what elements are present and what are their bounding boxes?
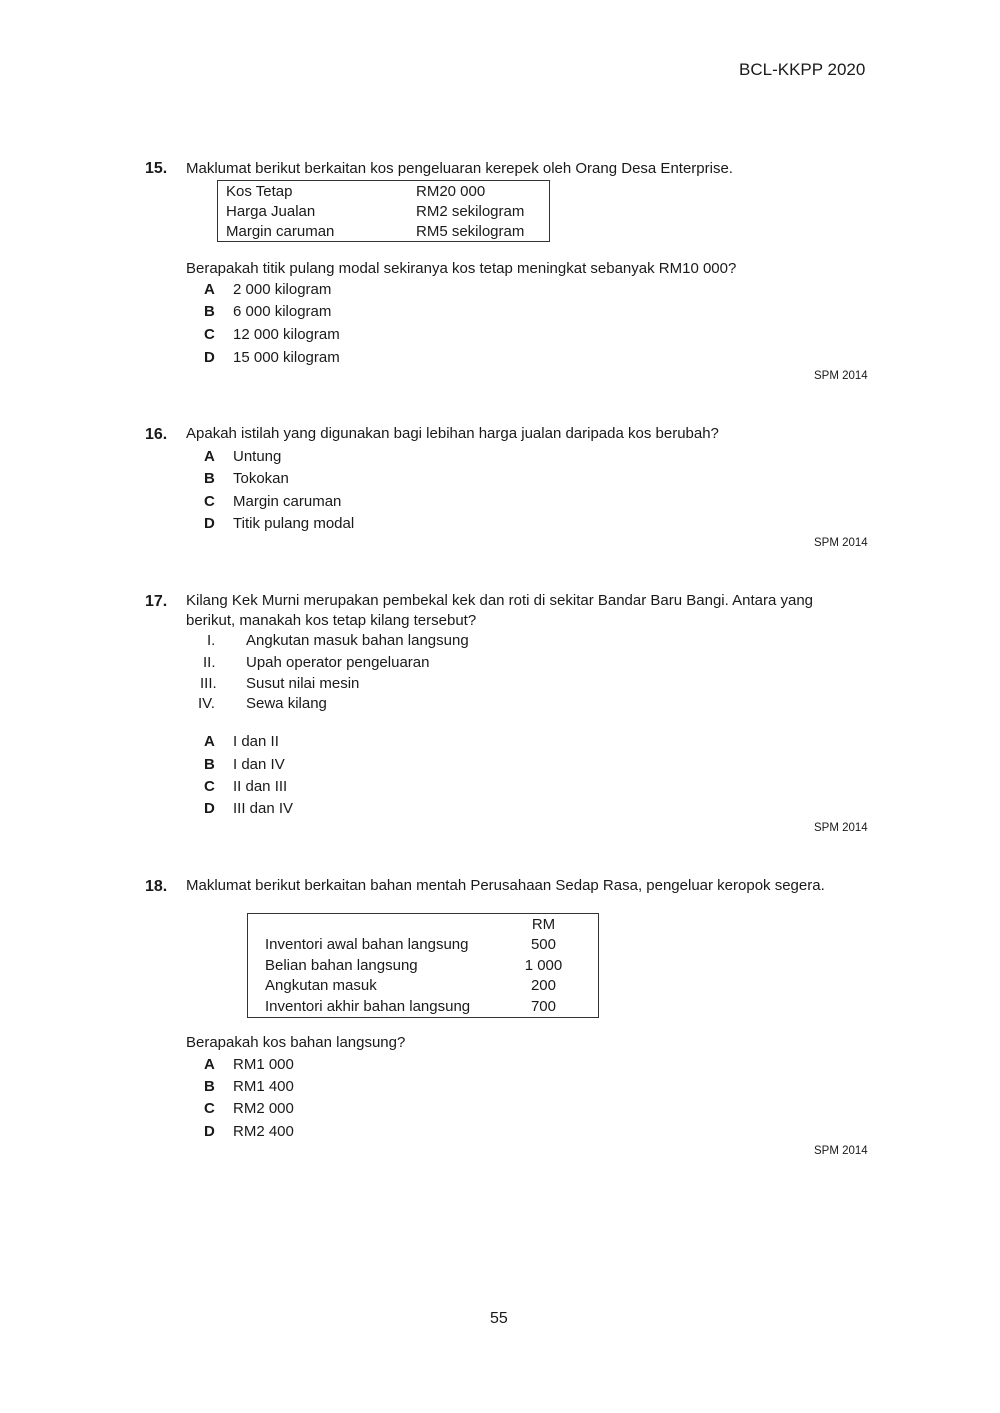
table-cell: 200 [530,977,556,995]
option-b[interactable] [204,303,331,321]
option-letter: A [204,733,215,750]
option-c[interactable] [204,326,340,344]
option-text: RM2 400 [233,1123,294,1140]
raw-material-table [247,913,599,1018]
option-letter: D [204,349,215,366]
option-c[interactable] [204,778,287,796]
option-letter: D [204,800,215,817]
option-letter: A [204,448,215,465]
table-cell: 500 [530,936,556,954]
table-row [218,201,550,221]
table-cell: Margin caruman [226,222,335,240]
statement-text: Sewa kilang [246,695,327,712]
statement-numeral: II. [203,654,216,671]
table-cell: Inventori awal bahan langsung [265,936,469,954]
option-text: II dan III [233,778,288,795]
table-header-row [248,914,599,935]
option-text: I dan IV [233,756,285,773]
table-row [218,221,550,242]
statement-numeral: III. [200,675,217,692]
option-b[interactable] [204,1078,294,1096]
option-letter: B [204,470,215,487]
question-stem-line-2: berikut, manakah kos tetap kilang tersebut? [186,612,477,629]
option-letter: A [204,1056,215,1073]
option-letter: C [204,778,215,795]
page-number: 55 [490,1310,508,1327]
option-text: 6 000 kilogram [233,303,332,320]
option-text: III dan IV [233,800,294,817]
table-cell: RM20 000 [416,182,486,200]
question-number: 17. [145,593,168,610]
option-letter: C [204,326,215,343]
option-text: Margin caruman [233,493,342,510]
table-cell: RM2 sekilogram [416,202,525,220]
table-cell: Belian bahan langsung [265,956,418,974]
option-a[interactable] [204,733,279,751]
option-d[interactable] [204,1123,294,1141]
question-stem: Maklumat berikut berkaitan bahan mentah Perusahaan Sedap Rasa, pengeluar keropok segera. [186,877,825,894]
option-a[interactable] [204,1056,294,1074]
table-row [248,955,599,976]
option-text: 12 000 kilogram [233,326,340,343]
question-stem: Apakah istilah yang digunakan bagi lebihan harga jualan daripada kos berubah? [186,425,719,442]
option-d[interactable] [204,349,340,367]
table-header-cell: RM [531,915,556,933]
question-number: 15. [145,160,168,177]
source-label: SPM 2014 [814,370,868,382]
option-b[interactable] [204,470,289,488]
question-prompt: Berapakah kos bahan langsung? [186,1034,406,1051]
table-cell: Kos Tetap [226,182,293,200]
option-text: 2 000 kilogram [233,281,332,298]
option-c[interactable] [204,493,341,511]
option-text: Titik pulang modal [233,515,355,532]
option-text: Untung [233,448,282,465]
statement-iv [198,695,327,712]
option-letter: D [204,515,215,532]
source-label: SPM 2014 [814,822,868,834]
table-row [248,996,599,1017]
statement-text: Susut nilai mesin [246,675,360,692]
table-cell: RM5 sekilogram [416,222,525,240]
question-number: 16. [145,426,168,443]
option-d[interactable] [204,800,293,818]
table-cell: 700 [530,997,556,1015]
question-stem-line-1: Kilang Kek Murni merupakan pembekal kek dan roti di sekitar Bandar Baru Bangi. Antara yang [186,592,814,609]
statement-numeral: IV. [198,695,215,712]
option-text: 15 000 kilogram [233,349,340,366]
option-text: RM1 400 [233,1078,294,1095]
option-letter: A [204,281,215,298]
question-number: 18. [145,878,168,895]
option-letter: C [204,493,215,510]
statement-text: Upah operator pengeluaran [246,654,430,671]
statement-iii [198,675,359,692]
option-c[interactable] [204,1100,294,1118]
document-header: BCL-KKPP 2020 [739,60,866,79]
table-cell: Angkutan masuk [265,977,377,995]
option-a[interactable] [204,448,281,466]
table-cell: Inventori akhir bahan langsung [265,997,471,1015]
option-letter: B [204,303,215,320]
table-cell: 1 000 [524,956,563,974]
question-prompt: Berapakah titik pulang modal sekiranya kos tetap meningkat sebanyak RM10 000? [186,260,737,277]
statement-i [198,632,469,649]
option-text: RM1 000 [233,1056,294,1073]
table-row [248,976,599,997]
table-row [248,935,599,956]
option-letter: D [204,1123,215,1140]
source-label: SPM 2014 [814,537,868,549]
option-text: RM2 000 [233,1100,294,1117]
option-letter: B [204,756,215,773]
option-text: Tokokan [233,470,289,487]
source-label: SPM 2014 [814,1145,868,1157]
option-letter: B [204,1078,215,1095]
table-row [218,181,550,202]
table-cell: Harga Jualan [226,202,316,220]
option-letter: C [204,1100,215,1117]
statement-ii [198,654,429,671]
statement-numeral: I. [207,632,216,649]
option-a[interactable] [204,281,331,299]
option-b[interactable] [204,756,285,774]
question-stem: Maklumat berikut berkaitan kos pengeluaran kerepek oleh Orang Desa Enterprise. [186,160,733,177]
statement-text: Angkutan masuk bahan langsung [246,632,469,649]
cost-table [217,180,550,242]
option-d[interactable] [204,515,354,533]
option-text: I dan II [233,733,279,750]
